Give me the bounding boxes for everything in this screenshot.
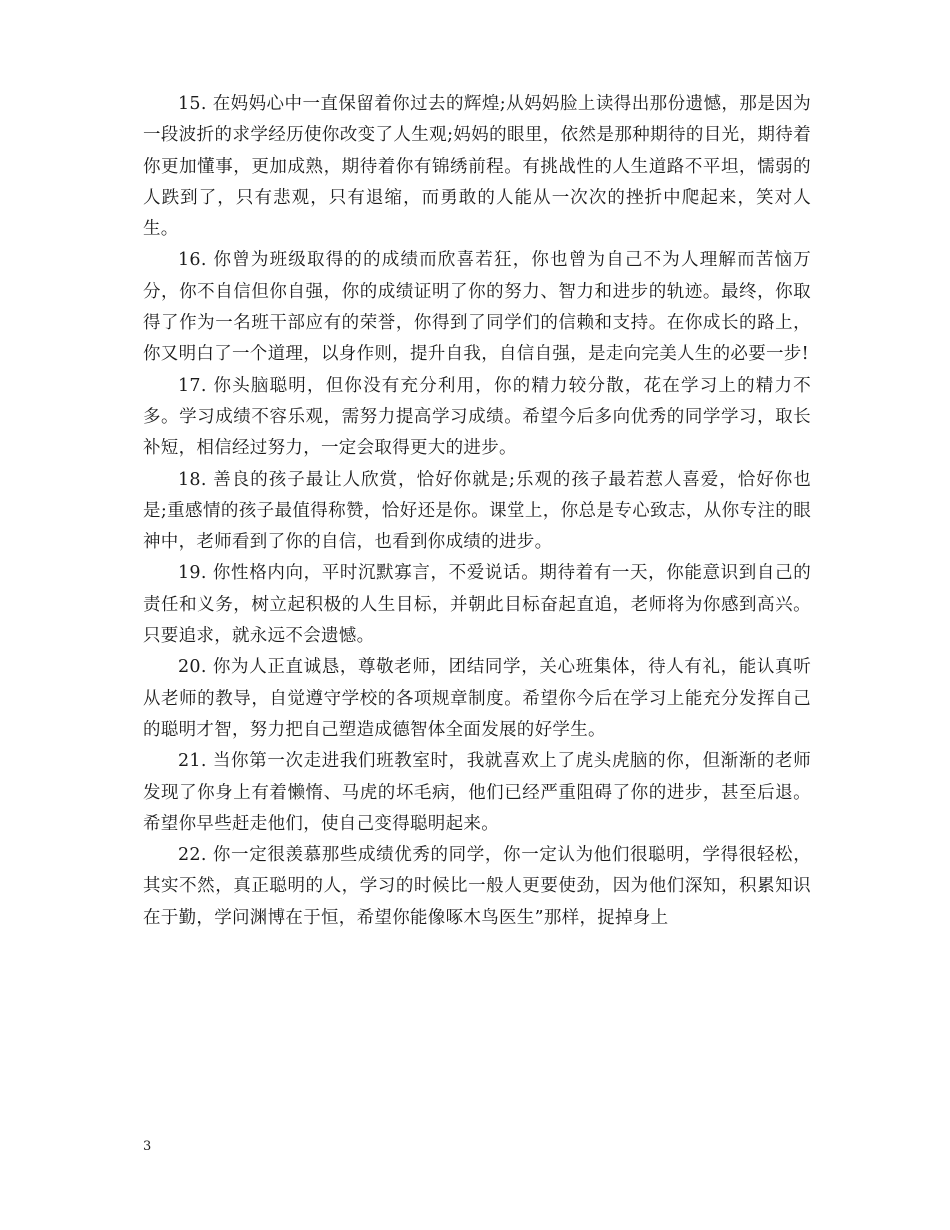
- paragraph-16: 16. 你曾为班级取得的的成绩而欣喜若狂，你也曾为自己不为人理解而苦恼万分，你不自信但你自强，你的成绩证明了你的努力、智力和进步的轨迹。最终，你取得了作为一名班干部应有的荣誉，你得到了同学们的信赖和支持。在你成长的路上，你又明白了一个道理，以身作则，提升自我，自信自强，是走向完美人生的必要一步!: [143, 250, 811, 365]
- paragraph-15: 15. 在妈妈心中一直保留着你过去的辉煌;从妈妈脸上读得出那份遗憾，那是因为一段波折的求学经历使你改变了人生观;妈妈的眼里，依然是那种期待的目光，期待着你更加懂事，更加成熟，期待着你有锦绣前程。有挑战性的人生道路不平坦，懦弱的人跌到了，只有悲观，只有退缩，而勇敢的人能从一次次的挫折中爬起来，笑对人生。: [143, 94, 811, 240]
- paragraph-20: 20. 你为人正直诚恳，尊敬老师，团结同学，关心班集体，待人有礼，能认真听从老师的教导，自觉遵守学校的各项规章制度。希望你今后在学习上能充分发挥自己的聪明才智，努力把自己塑造成德智体全面发展的好学生。: [143, 657, 811, 740]
- page-number: 3: [143, 1139, 152, 1154]
- paragraph-21: 21. 当你第一次走进我们班教室时，我就喜欢上了虎头虎脑的你，但渐渐的老师发现了你身上有着懒惰、马虎的坏毛病，他们已经严重阻碍了你的进步，甚至后退。希望你早些赶走他们，使自己变得聪明起来。: [143, 751, 811, 834]
- paragraph-18: 18. 善良的孩子最让人欣赏，恰好你就是;乐观的孩子最若惹人喜爱，恰好你也是;重感情的孩子最值得称赞，恰好还是你。课堂上，你总是专心致志，从你专注的眼神中，老师看到了你的自信，也看到你成绩的进步。: [143, 469, 811, 553]
- paragraph-19: 19. 你性格内向，平时沉默寡言，不爱说话。期待着有一天，你能意识到自己的责任和义务，树立起积极的人生目标，并朝此目标奋起直追，老师将为你感到高兴。只要追求，就永远不会遗憾。: [143, 563, 811, 647]
- paragraph-22: 22. 你一定很羡慕那些成绩优秀的同学，你一定认为他们很聪明，学得很轻松，其实不然，真正聪明的人，学习的时候比一般人更要使劲，因为他们深知，积累知识在于勤，学问渊博在于恒，希望你能像啄木鸟医生”那样，捉掉身上: [143, 845, 811, 928]
- paragraph-17: 17. 你头脑聪明，但你没有充分利用，你的精力较分散，花在学习上的精力不多。学习成绩不容乐观，需努力提高学习成绩。希望今后多向优秀的同学学习，取长补短，相信经过努力，一定会取得更大的进步。: [143, 375, 811, 459]
- document-body: [143, 89, 811, 934]
